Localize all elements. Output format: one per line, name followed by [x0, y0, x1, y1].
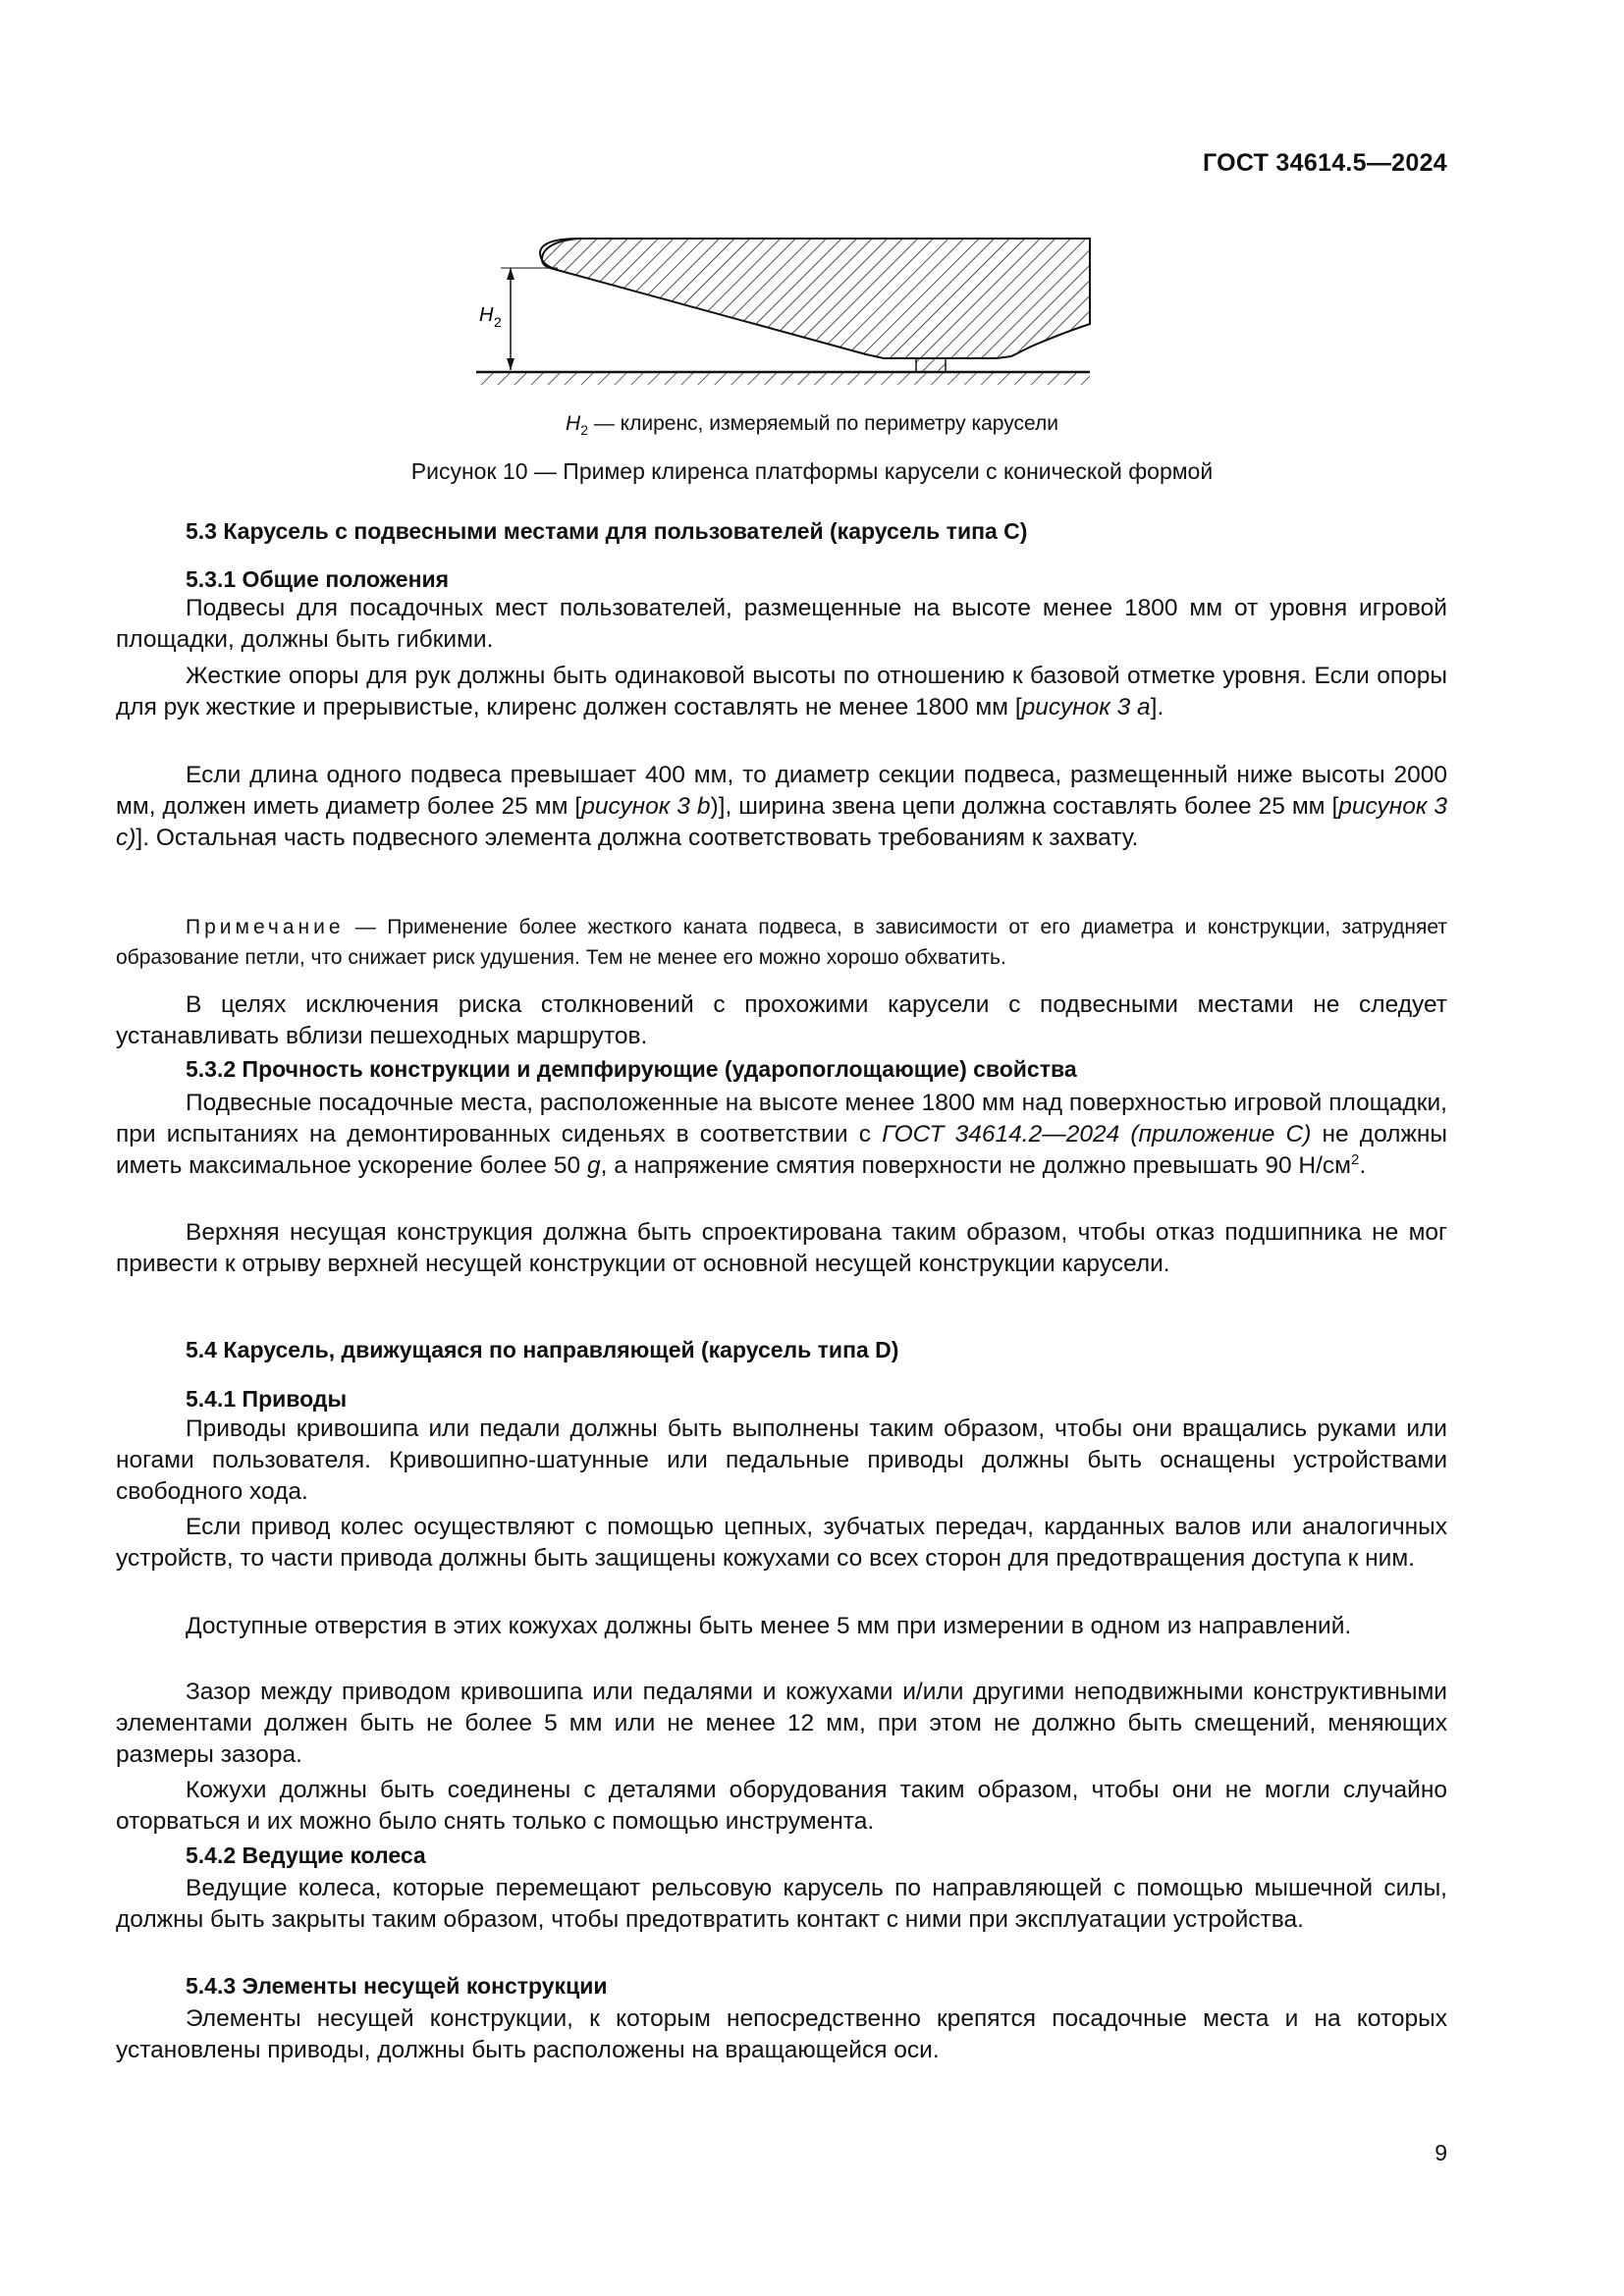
paragraph: Подвесы для посадочных мест пользователей, размещенные на высоте менее 1800 мм от уровня игровой площадки, должны быть гибкими. [116, 595, 1447, 653]
paragraph: Если длина одного подвеса превышает 400 мм, то диаметр секции подвеса, размещенный ниже высоты 2000 мм, должен иметь диаметр более 25 мм [рисунок 3 b)], ширина звена цепи должна составлять более 25 мм [рисунок 3 с)]. Остальная часть подвесного элемента должна соответствовать требованиям к захвату. [116, 762, 1447, 851]
paragraph: В целях исключения риска столкновений с прохожими карусели с подвесными местами не следует устанавливать вблизи пешеходных маршрутов. [116, 991, 1447, 1049]
note: Примечание — Применение более жесткого каната подвеса, в зависимости от его диаметра и конструкции, затрудняет образование петли, что снижает риск удушения. Тем не менее его можно хорошо обхватить. [116, 916, 1447, 969]
section-5-4-3-title: 5.4.3 Элементы несущей конструкции [186, 1973, 608, 1999]
arrow-down [507, 358, 514, 370]
section-5-4-1-title: 5.4.1 Приводы [186, 1386, 348, 1412]
clearance-figure [461, 221, 1100, 407]
paragraph: Подвесные посадочные места, расположенные на высоте менее 1800 мм над поверхностью игровой площадки, при испытаниях на демонтированных сиденьях в соответствии с ГОСТ 34614.2—2024 (приложение С) не должны иметь максимальное ускорение более 50 g, а напряжение смятия поверхности не должно превышать 90 $Н/см^2$. [116, 1090, 1448, 1179]
section-5-3-title: 5.3 Карусель с подвесными местами для пользователей (карусель типа С) [186, 518, 1028, 544]
h2-subscript: 2 [494, 314, 502, 330]
section-5-4-title: 5.4 Карусель, движущаяся по направляющей (карусель типа D) [186, 1337, 899, 1362]
paragraph: Элементы несущей конструкции, к которым непосредственно крепятся посадочные места и на которых установлены приводы, должны быть расположены на вращающейся оси. [116, 2005, 1447, 2063]
paragraph: Кожухи должны быть соединены с деталями оборудования таким образом, чтобы они не могли случайно оторваться и их можно было снять только с помощью инструмента. [116, 1777, 1447, 1835]
section-5-3-1-title: 5.3.1 Общие положения [186, 566, 450, 592]
paragraph: Ведущие колеса, которые перемещают рельсовую карусель по направляющей с помощью мышечной силы, должны быть закрыты таким образом, чтобы предотвратить контакт с ними при эксплуатации устройства. [116, 1875, 1447, 1933]
document-header: ГОСТ 34614.5—2024 [1202, 149, 1447, 177]
ground-hatch [476, 373, 1090, 385]
page-number: 9 [1435, 2140, 1447, 2165]
h2-label: H [479, 304, 494, 326]
paragraph: Зазор между приводом кривошипа или педалями и кожухами и/или другими неподвижными конструктивными элементами должен быть не более 5 мм или не менее 12 мм, при этом не должно быть смещений, меняющих размеры зазора. [116, 1679, 1447, 1768]
platform-body [542, 239, 1090, 358]
figure-caption: Рисунок 10 — Пример клиренса платформы карусели с конической формой [410, 458, 1214, 484]
support-block [916, 358, 946, 372]
paragraph: Если привод колес осуществляют с помощью цепных, зубчатых передач, карданных валов или аналогичных устройств, то части привода должны быть защищены кожухами со всех сторон для предотвращения доступа к ним. [116, 1514, 1447, 1572]
section-5-4-2-title: 5.4.2 Ведущие колеса [186, 1842, 426, 1868]
paragraph: Доступные отверстия в этих кожухах должны быть менее 5 мм при измерении в одном из направлений. [186, 1613, 1352, 1639]
paragraph: Приводы кривошипа или педали должны быть выполнены таким образом, чтобы они вращались руками или ногами пользователя. Кривошипно-шатунные или педальные приводы должны быть оснащены устройствами свободного хода. [116, 1415, 1447, 1505]
figure-legend: $H_2$ — клиренс, измеряемый по периметру карусели [566, 412, 1058, 439]
arrow-up [507, 268, 514, 280]
paragraph: Верхняя несущая конструкция должна быть спроектирована таким образом, чтобы отказ подшипника не мог привести к отрыву верхней несущей конструкции от основной несущей конструкции карусели. [116, 1219, 1447, 1277]
paragraph: Жесткие опоры для рук должны быть одинаковой высоты по отношению к базовой отметке уровня. Если опоры для рук жесткие и прерывистые, клиренс должен составлять не менее 1800 мм [рисунок 3 а]. [116, 663, 1447, 721]
section-5-3-2-title: 5.3.2 Прочность конструкции и демпфирующие (удaропоглощающие) свойства [186, 1056, 1077, 1082]
